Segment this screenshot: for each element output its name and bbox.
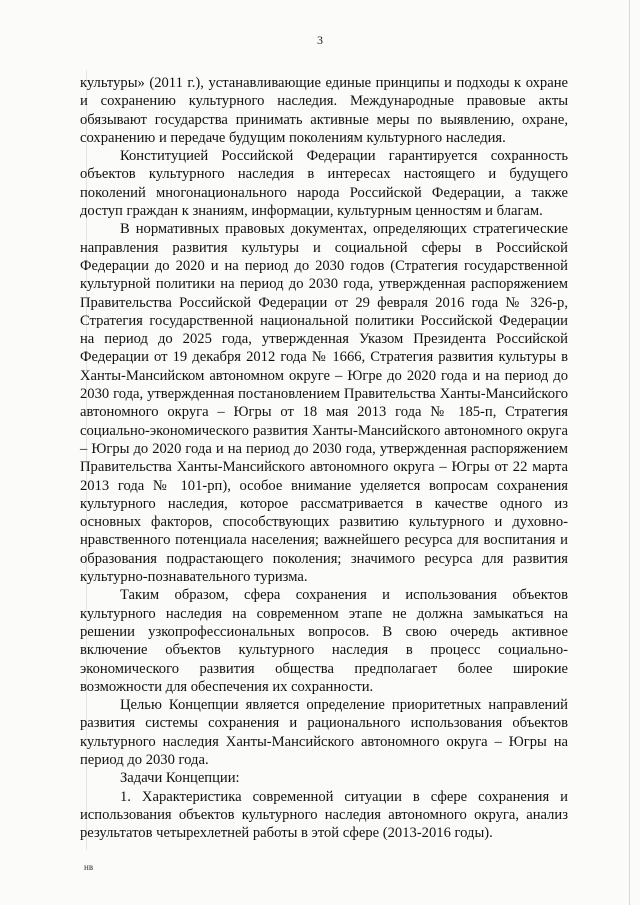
document-text (80, 74, 568, 842)
paragraph-goal: Целью Концепции является определение приоритетных направлений развития системы сохранения и рационального использования объектов культурного наследия Ханты-Мансийского автономного округа – Югры на период до 2030 года. (80, 697, 568, 768)
paragraph-normative-documents: В нормативных правовых документах, определяющих стратегические направления развития культуры и социальной сферы в Российской Федерации до 2020 и на период до 2030 годов (Стратегия государственной культурной политики на период до 2030 года, утвержденная распоряжением Правительства Российской Федерации от 29 февраля 2016 года № 326-р, Стратегия государственной национальной политики Российской Федерации на период до 2025 года, утвержденная Указом Президента Российской Федерации от 19 декабря 2012 года № 1666, Стратегия развития культуры в Ханты-Мансийском автономном округе – Югре до 2020 года и на период до 2030 года, утвержденная постановлением Правительства Ханты-Мансийского автономного округа – Югры от 18 мая 2013 года № 185-п, Стратегия социально-экономического развития Ханты-Мансийского автономного округа – Югры до 2020 года и на период до 2030 года, утвержденная распоряжением Правительства Ханты-Мансийского автономного округа – Югры от 22 марта 2013 года № 101-рп), особое внимание уделяется вопросам сохранения культурного наследия, которое рассматривается в качестве одного из основных факторов, способствующих развитию культурного и духовно-нравственного потенциала населения; важнейшего ресурса для воспитания и образования подрастающего поколения; значимого ресурса для развития культурно-познавательного туризма. (80, 221, 568, 586)
footer-mark: нв (84, 862, 94, 872)
paragraph-task-1: 1. Характеристика современной ситуации в сфере сохранения и использования объектов культурного наследия автономного округа, анализ результатов четырехлетней работы в этой сфере (2013-2016 годы). (80, 788, 568, 842)
paragraph-constitution: Конституцией Российской Федерации гарантируется сохранность объектов культурного наследия в интересах настоящего и будущего поколений многонационального народа Российской Федерации, а также доступ граждан к знаниям, информации, культурным ценностям и благам. (80, 148, 568, 220)
paragraph-tasks-heading: Задачи Концепции: (120, 770, 240, 787)
page-edge-line (629, 0, 630, 905)
paragraph-conclusion: Таким образом, сфера сохранения и использования объектов культурного наследия на современном этапе не должна замыкаться на решении узкопрофессиональных вопросов. В свою очередь активное включение объектов культурного наследия в процесс социально-экономического развития общества предполагает более широкие возможности для обеспечения их сохранности. (80, 587, 568, 695)
paragraph-continuation: культуры» (2011 г.), устанавливающие единые принципы и подходы к охране и сохранению культурного наследия. Международные правовые акты обязывают государства принимать активные меры по выявлению, охране, сохранению и передаче будущим поколениям культурного наследия. (80, 75, 568, 146)
page-number: 3 (317, 33, 323, 47)
